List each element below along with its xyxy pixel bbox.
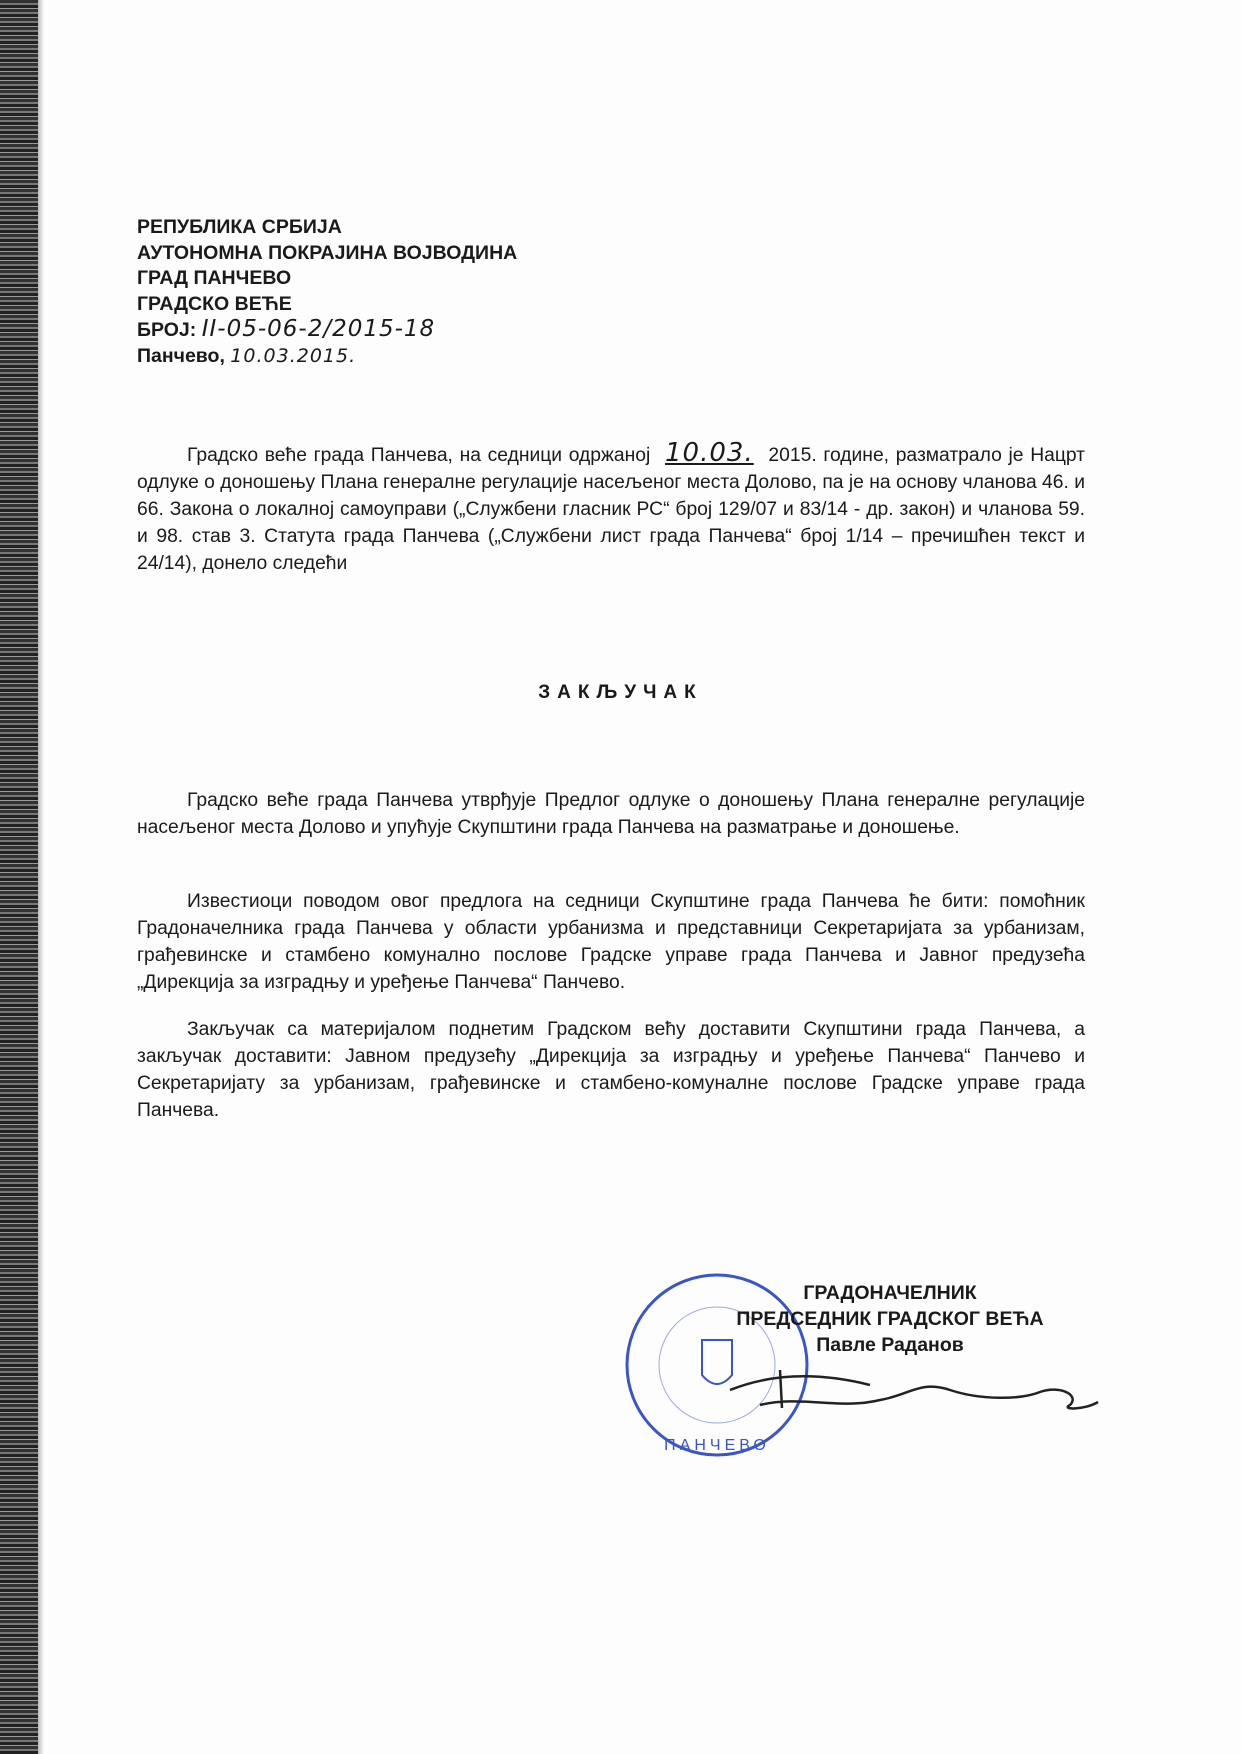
conclusion-paragraph-3 (137, 1016, 1085, 1124)
header-council: ГРАДСКО ВЕЋЕ (137, 292, 292, 315)
header-province: АУТОНОМНА ПОКРАЈИНА ВОЈВОДИНА (137, 241, 518, 264)
signer-title-mayor: ГРАДОНАЧЕЛНИК (803, 1282, 977, 1304)
signature-block (690, 1280, 1090, 1358)
intro-paragraph (137, 440, 1085, 577)
paragraph-text: Закључак са материјалом поднетим Градском већу доставити Скупштини града Панчева, а закључак доставити: Јавном предузећу „Дирекција за изградњу и уређење Панчева“ Панчево и Секретаријату за урбанизам, грађевинске и стамбено-комуналне послове Градске управе града Панчева. (137, 1019, 1085, 1121)
signer-name: Павле Раданов (816, 1334, 964, 1356)
intro-text-before: Градско веће града Панчева, на седници одржаној (187, 445, 651, 466)
header-city: ГРАД ПАНЧЕВО (137, 267, 292, 289)
conclusion-paragraph-1 (137, 787, 1085, 841)
document-header (137, 215, 517, 369)
number-value-handwritten: II-05-06-2/2015-18 (201, 316, 436, 342)
signer-title-president: ПРЕДСЕДНИК ГРАДСКОГ ВЕЋА (736, 1308, 1044, 1330)
conclusion-paragraph-2 (137, 888, 1085, 996)
paragraph-text: Известиоци поводом овог предлога на седници Скупштине града Панчева ће бити: помоћник Градоначелника града Панчева у области урбанизма и представници Секретаријата за урбанизам, грађевинске и стамбено комунално послове Градске управе града Панчева и Јавног предузећа „Дирекција за изградњу и уређење Панчева“ Панчево. (137, 891, 1085, 993)
handwritten-signature (720, 1360, 1100, 1420)
svg-text:ПАНЧЕВО: ПАНЧЕВО (664, 1437, 770, 1454)
intro-text-after: 2015. године, разматрало је Нацрт одлуке о доношењу Плана генералне регулације насељеног места Долово, па је на основу чланова 46. и 66. Закона о локалној самоуправи („Службени гласник РС“ број 129/07 и 83/14 - др. закон) и чланова 59. и 98. став 3. Статута града Панчева („Службени лист града Панчева“ број 1/14 – пречишћен текст и 24/14), донело следећи (137, 445, 1086, 574)
number-label: БРОЈ: (137, 319, 197, 341)
paragraph-text: Градско веће града Панчева утврђује Предлог одлуке о доношењу Плана генералне регулације насељеног места Долово и упућује Скупштини града Панчева на разматрање и доношење. (137, 790, 1085, 838)
header-country: РЕПУБЛИКА СРБИЈА (137, 216, 342, 238)
document-number (137, 317, 517, 344)
session-date-handwritten: 10.03. (665, 438, 754, 468)
scan-binding-shadow (38, 0, 44, 1754)
document-date (137, 344, 517, 370)
scan-binding-edge (0, 0, 38, 1754)
date-value-handwritten: 10.03.2015. (230, 344, 357, 367)
document-title: ЗАКЉУЧАК (538, 682, 703, 703)
place-label: Панчево, (137, 344, 225, 367)
